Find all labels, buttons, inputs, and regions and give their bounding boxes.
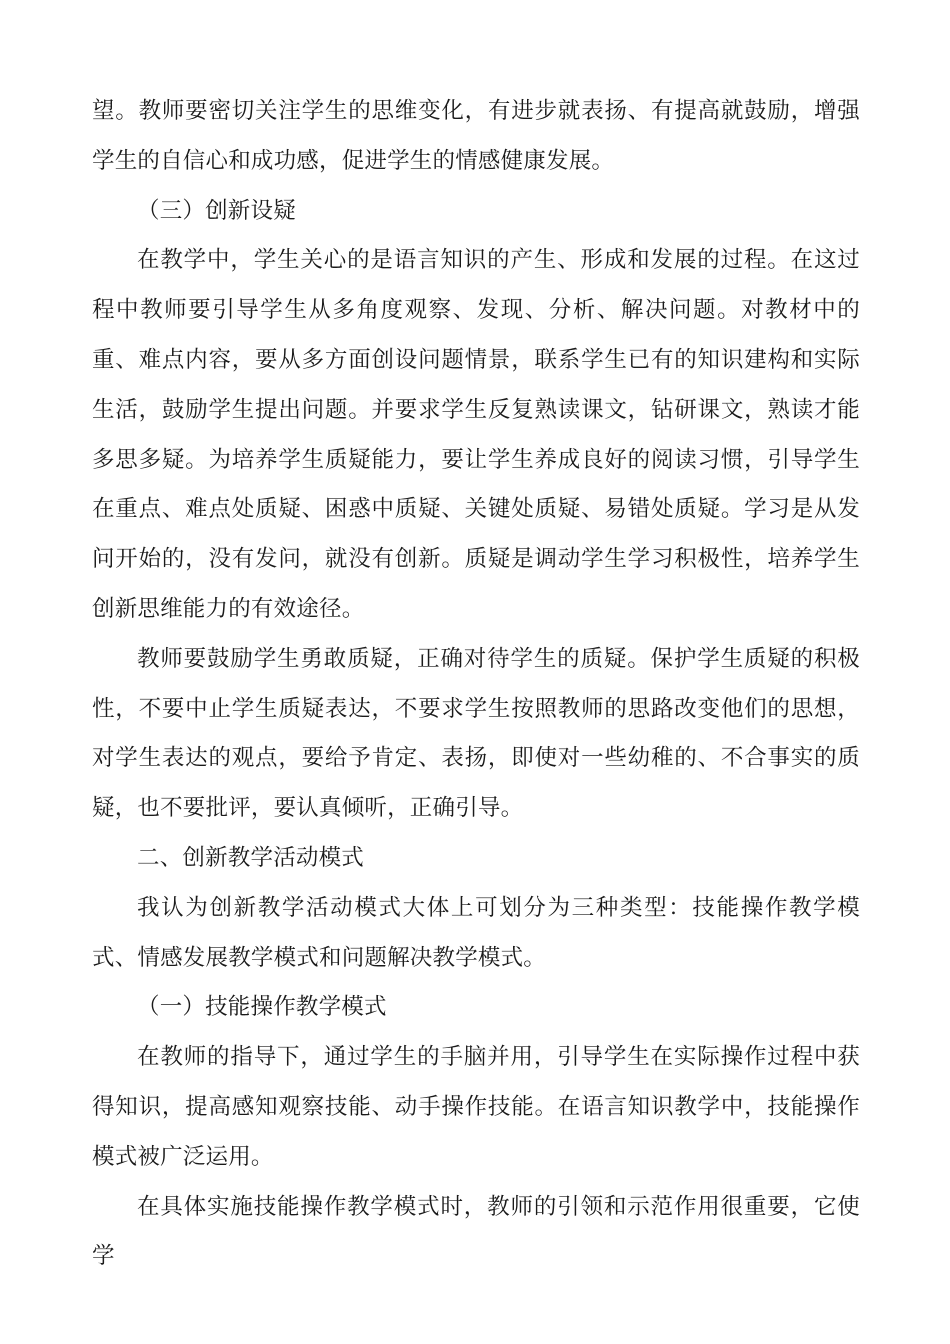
subheading-skill-operation-mode: （一）技能操作教学模式 <box>137 994 387 1021</box>
document-body <box>92 87 860 1282</box>
paragraph-body: 在教学中，学生关心的是语言知识的产生、形成和发展的过程。在这过程中教师要引导学生从多角度观察、发现、分析、解决问题。对教材中的重、难点内容，要从多方面创设问题情景，联系学生已有的知识建构和实际生活，鼓励学生提出问题。并要求学生反复熟读课文，钻研课文，熟读才能多思多疑。为培养学生质疑能力，要让学生养成良好的阅读习惯，引导学生在重点、难点处质疑、困惑中质疑、关键处质疑、易错处质疑。学习是从发问开始的，没有发问，就没有创新。质疑是调动学生学习积极性，培养学生创新思维能力的有效途径。 <box>92 247 860 622</box>
heading-innovative-teaching-modes: 二、创新教学活动模式 <box>137 844 365 871</box>
subheading-innovative-questioning: （三）创新设疑 <box>137 197 296 224</box>
paragraph-body: 教师要鼓励学生勇敢质疑，正确对待学生的质疑。保护学生质疑的积极性，不要中止学生质疑表达，不要求学生按照教师的思路改变他们的思想，对学生表达的观点，要给予肯定、表扬，即使对一些幼稚的、不合事实的质疑，也不要批评，要认真倾听，正确引导。 <box>92 645 860 822</box>
paragraph-body: 在教师的指导下，通过学生的手脑并用，引导学生在实际操作过程中获得知识，提高感知观察技能、动手操作技能。在语言知识教学中，技能操作模式被广泛运用。 <box>92 1044 860 1170</box>
paragraph-continuation: 望。教师要密切关注学生的思维变化，有进步就表扬、有提高就鼓励，增强学生的自信心和成功感，促进学生的情感健康发展。 <box>92 98 860 174</box>
paragraph-body: 我认为创新教学活动模式大体上可划分为三种类型：技能操作教学模式、情感发展教学模式和问题解决教学模式。 <box>92 894 860 971</box>
paragraph-body: 在具体实施技能操作教学模式时，教师的引领和示范作用很重要，它使学 <box>92 1193 860 1270</box>
